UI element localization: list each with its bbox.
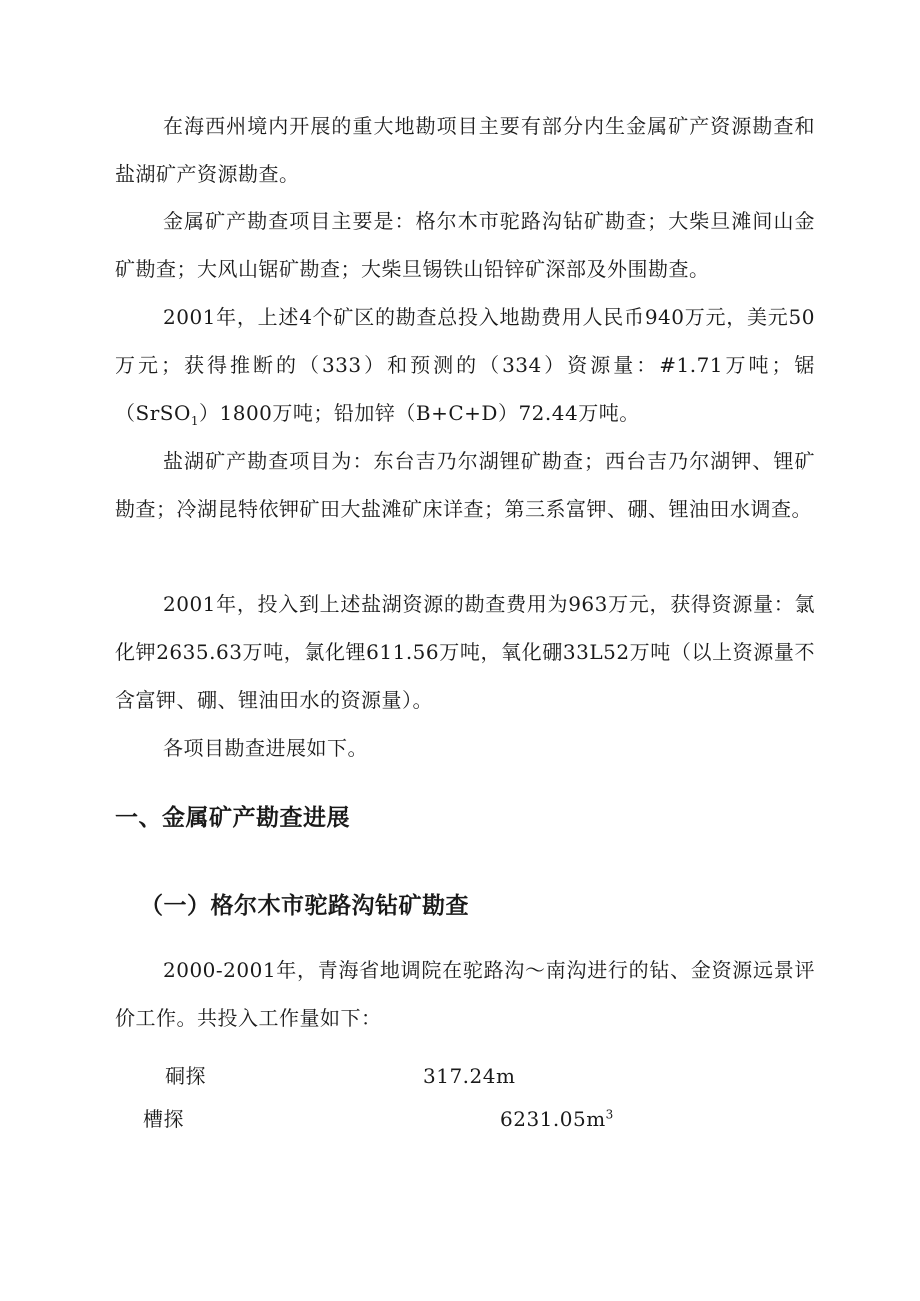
paragraph-metal-investment [115, 293, 815, 437]
workload-value-adit [423, 1061, 515, 1091]
workload-value-trench [500, 1104, 614, 1134]
paragraph-metal-investment-part1: 2001年，上述4个矿区的勘查总投入地勘费用人民币940万元，美元50万元；获得推断的（333）和预测的（334）资源量：#1.71万吨；锯（SrSO [115, 305, 815, 425]
section-heading: 一、金属矿产勘查进展 [115, 804, 350, 831]
paragraph-progress-intro: 各项目勘查进展如下。 [163, 736, 368, 760]
workload-value-adit-number: 317.24m [423, 1064, 516, 1088]
paragraph-salt-lake-projects: 盐湖矿产勘查项目为：东台吉乃尔湖锂矿勘查；西台吉乃尔湖钾、锂矿勘查；冷湖昆特依钾矿田大盐滩矿床详查；第三系富钾、硼、锂油田水调查。 [115, 449, 815, 521]
paragraph-intro: 在海西州境内开展的重大地勘项目主要有部分内生金属矿产资源勘查和盐湖矿产资源勘查。 [115, 114, 815, 186]
paragraph-salt-lake-investment: 2001年，投入到上述盐湖资源的勘查费用为963万元，获得资源量：氯化钾2635.63万吨，氯化锂611.56万吨，氧化硼33L52万吨（以上资源量不含富钾、硼、锂油田水的资源量）。 [115, 592, 815, 712]
workload-label-adit: 硐探 [165, 1064, 206, 1088]
paragraph-workload-intro: 2000-2001年，青海省地调院在驼路沟～南沟进行的钻、金资源远景评价工作。共投入工作量如下： [115, 958, 815, 1030]
workload-label-trench: 槽探 [143, 1107, 184, 1131]
subscript-1: 1 [190, 414, 199, 428]
superscript-3: 3 [605, 1107, 614, 1122]
paragraph-metal-projects: 金属矿产勘查项目主要是：格尔木市驼路沟钻矿勘查；大柴旦滩间山金矿勘查；大风山锯矿勘查；大柴旦锡铁山铅锌矿深部及外围勘查。 [115, 209, 815, 281]
subsection-heading: （一）格尔木市驼路沟钻矿勘查 [140, 892, 469, 919]
workload-value-trench-number: 6231.05m [500, 1107, 606, 1131]
paragraph-metal-investment-part2: ）1800万吨；铅加锌（B+C+D）72.44万吨。 [199, 401, 640, 425]
